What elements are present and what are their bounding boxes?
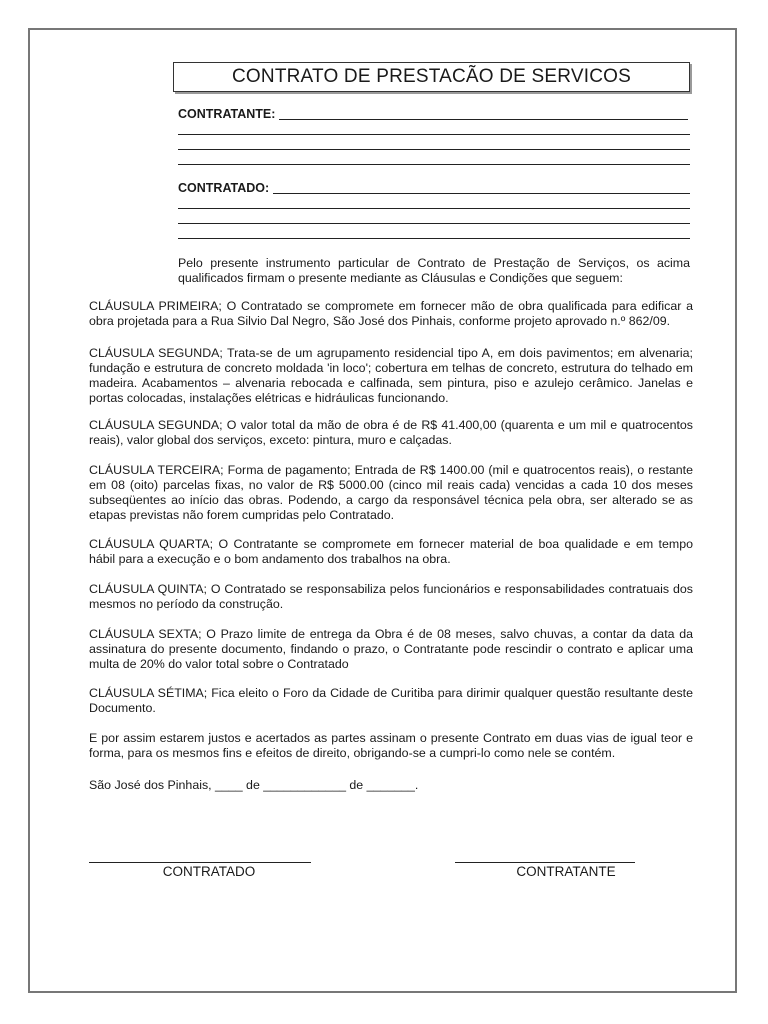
clause-setima: CLÁUSULA SÉTIMA; Fica eleito o Foro da Cidade de Curitiba para dirimir qualquer questão resultante deste Documento. — [89, 686, 693, 715]
signature-line-contratado — [89, 862, 311, 863]
intro-paragraph: Pelo presente instrumento particular de Contrato de Prestação de Serviços, os acima qualificados firmam o presente mediante as Cláusulas e Condições que seguem: — [178, 256, 690, 285]
contratante-row — [178, 107, 690, 122]
clause-segunda-objeto: CLÁUSULA SEGUNDA; Trata-se de um agrupamento residencial tipo A, em dois pavimentos; em alvenaria; fundação e estrutura de concreto moldada 'in loco'; cobertura em telhas de concreto, estrutura do telhado em madeira. Acabamentos – alvenaria rebocada e calfinada, sem pintura, piso e azulejo cerâmico. Janelas e portas colocadas, instalações elétricas e hidráulicas funcionando. — [89, 346, 693, 405]
clause-quarta: CLÁUSULA QUARTA; O Contratante se compromete em fornecer material de boa qualidade e em tempo hábil para a execução e o bom andamento dos trabalhos na obra. — [89, 537, 693, 566]
contratante-line — [178, 137, 690, 152]
city-date-line: São José dos Pinhais, ____ de ____________ de _______. — [89, 778, 419, 792]
clause-primeira: CLÁUSULA PRIMEIRA; O Contratado se compromete em fornecer mão de obra qualificada para edificar a obra projetada para a Rua Silvio Dal Negro, São José dos Pinhais, conforme projeto aprovado n.º 862/09. — [89, 299, 693, 328]
contratado-line — [178, 226, 690, 241]
signature-label-contratante: CONTRATANTE — [516, 864, 616, 879]
contratado-label: CONTRATADO: — [178, 181, 273, 195]
contratante-line — [178, 122, 690, 137]
contratante-line — [178, 152, 690, 167]
contratado-row — [178, 181, 690, 196]
contratante-block — [178, 107, 690, 167]
clause-quinta: CLÁUSULA QUINTA; O Contratado se responsabiliza pelos funcionários e responsabilidades contratuais dos mesmos no período da construção. — [89, 582, 693, 611]
signature-label-contratado: CONTRATADO — [162, 864, 256, 879]
contratado-block — [178, 181, 690, 241]
closing-paragraph: E por assim estarem justos e acertados as partes assinam o presente Contrato em duas vias de igual teor e forma, para os mesmos fins e efeitos de direito, obrigando-se a cumpri-lo como nele se contém. — [89, 731, 693, 760]
clause-terceira: CLÁUSULA TERCEIRA; Forma de pagamento; Entrada de R$ 1400.00 (mil e quatrocentos reais), o restante em 08 (oito) parcelas fixas, no valor de R$ 5000.00 (cinco mil reais cada) vencidas a cada 10 dos meses subseqüentes ao início das obras. Podendo, a cargo da responsável técnica pela obra, ser alterado se as etapas previstas não forem cumpridas pelo Contratado. — [89, 463, 693, 522]
document-title-box — [173, 62, 690, 92]
clause-segunda-valor: CLÁUSULA SEGUNDA; O valor total da mão de obra é de R$ 41.400,00 (quarenta e um mil e quatrocentos reais), valor global dos serviços, exceto: pintura, muro e calçadas. — [89, 418, 693, 447]
clause-sexta: CLÁUSULA SEXTA; O Prazo limite de entrega da Obra é de 08 meses, salvo chuvas, a contar da data da assinatura do presente documento, findando o prazo, o Contratante pode rescindir o contrato e aplicar uma multa de 20% do valor total sobre o Contratado — [89, 627, 693, 671]
contratado-line — [178, 196, 690, 211]
document-title: CONTRATO DE PRESTACÃO DE SERVICOS — [232, 66, 631, 87]
signature-line-contratante — [455, 862, 635, 863]
contratado-line — [178, 211, 690, 226]
contratante-label: CONTRATANTE: — [178, 107, 279, 121]
